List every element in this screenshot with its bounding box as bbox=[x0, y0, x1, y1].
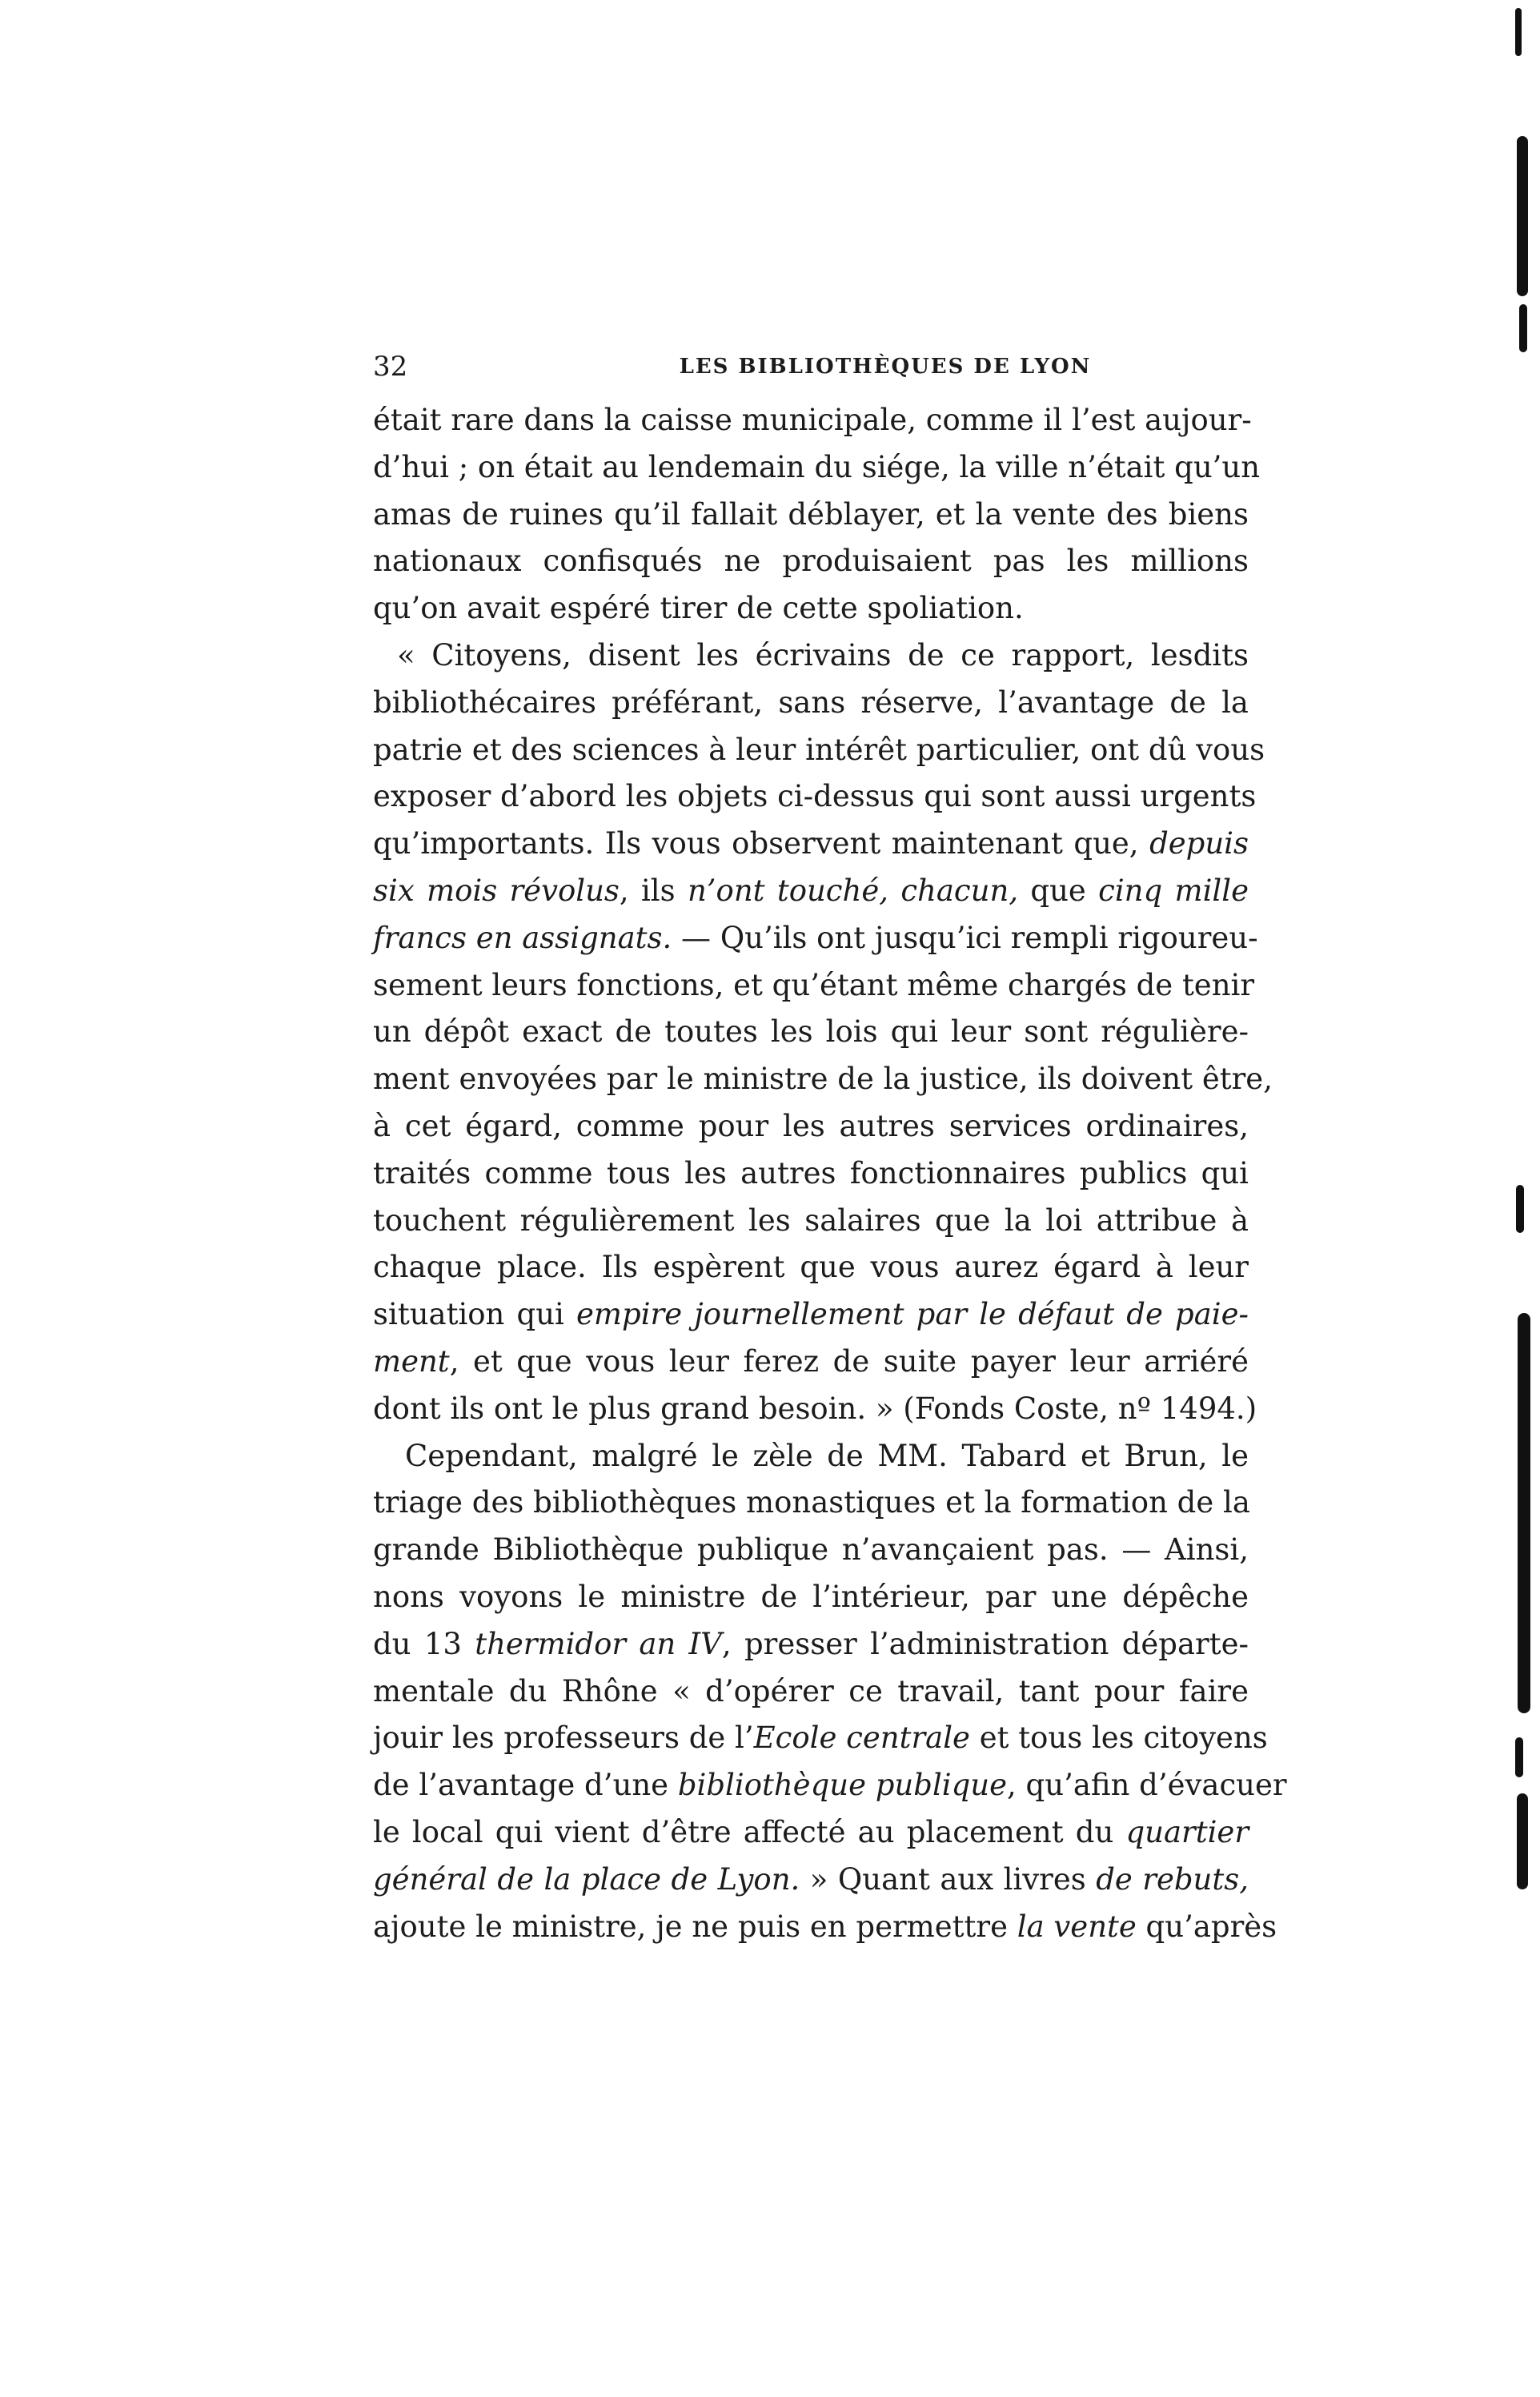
text-line: du 13 thermidor an IV, presser l’administration départe- bbox=[373, 1626, 1249, 1661]
scan-edge-mark bbox=[1518, 1313, 1530, 1713]
text-line: francs en assignats. — Qu’ils ont jusqu’ici rempli rigoureu- bbox=[373, 920, 1258, 955]
text-line: chaque place. Ils espèrent que vous aurez égard à leur bbox=[373, 1250, 1249, 1285]
text-line: qu’importants. Ils vous observent maintenant que, depuis bbox=[373, 826, 1249, 861]
text-line: situation qui empire journellement par le défaut de paie- bbox=[373, 1297, 1249, 1332]
text-line: le local qui vient d’être affecté au placement du quartier bbox=[373, 1814, 1249, 1849]
text-line: six mois révolus, ils n’ont touché, chacun, que cinq mille bbox=[373, 873, 1249, 908]
text-line: patrie et des sciences à leur intérêt particulier, ont dû vous bbox=[373, 732, 1265, 767]
scan-edge-mark bbox=[1517, 1793, 1528, 1889]
text-line: triage des bibliothèques monastiques et la formation de la bbox=[373, 1485, 1250, 1520]
text-line: Cependant, malgré le zèle de MM. Tabard et Brun, le bbox=[405, 1438, 1249, 1473]
text-line: qu’on avait espéré tirer de cette spoliation. bbox=[373, 591, 1024, 626]
text-line: grande Bibliothèque publique n’avançaient pas. — Ainsi, bbox=[373, 1532, 1249, 1568]
text-line: bibliothécaires préférant, sans réserve, l’avantage de la bbox=[373, 685, 1249, 720]
scan-edge-mark bbox=[1515, 1737, 1523, 1777]
scan-edge-mark bbox=[1517, 136, 1528, 296]
text-line: « Citoyens, disent les écrivains de ce rapport, lesdits bbox=[397, 637, 1249, 673]
text-line: ment envoyées par le ministre de la justice, ils doivent être, bbox=[373, 1062, 1273, 1097]
scan-edge-mark bbox=[1519, 304, 1527, 352]
text-line: était rare dans la caisse municipale, comme il l’est aujour- bbox=[373, 403, 1252, 437]
text-line: ment, et que vous leur ferez de suite payer leur arriéré bbox=[373, 1343, 1249, 1379]
scan-edge-mark bbox=[1515, 8, 1522, 56]
text-line: général de la place de Lyon. » Quant aux livres de rebuts, bbox=[373, 1861, 1249, 1897]
text-line: sement leurs fonctions, et qu’étant même chargés de tenir bbox=[373, 967, 1255, 1002]
text-line: touchent régulièrement les salaires que la loi attribue à bbox=[373, 1203, 1249, 1238]
text-line: de l’avantage d’une bibliothèque publique, qu’afin d’évacuer bbox=[373, 1768, 1287, 1803]
body-text bbox=[373, 397, 1287, 1950]
text-line: nationaux confisqués ne produisaient pas les millions bbox=[373, 544, 1249, 579]
text-line: à cet égard, comme pour les autres services ordinaires, bbox=[373, 1108, 1249, 1143]
text-line: nons voyons le ministre de l’intérieur, par une dépêche bbox=[373, 1579, 1249, 1614]
text-line: d’hui ; on était au lendemain du siége, la ville n’était qu’un bbox=[373, 449, 1261, 484]
text-line: exposer d’abord les objets ci-dessus qui sont aussi urgents bbox=[373, 779, 1257, 814]
text-line: un dépôt exact de toutes les lois qui leur sont régulière- bbox=[373, 1014, 1249, 1050]
scan-edge-mark bbox=[1516, 1185, 1524, 1233]
page-number: 32 bbox=[373, 351, 408, 383]
page-header bbox=[373, 349, 1249, 384]
text-line: traités comme tous les autres fonctionnaires publics qui bbox=[373, 1155, 1249, 1190]
text-line: amas de ruines qu’il fallait déblayer, et la vente des biens bbox=[373, 496, 1249, 532]
text-line: ajoute le ministre, je ne puis en permettre la vente qu’après bbox=[373, 1909, 1277, 1944]
text-line: dont ils ont le plus grand besoin. » (Fonds Coste, nº 1494.) bbox=[373, 1391, 1257, 1426]
text-line: jouir les professeurs de l’Ecole centrale et tous les citoyens bbox=[373, 1720, 1268, 1756]
running-title: LES BIBLIOTHÈQUES DE LYON bbox=[679, 355, 1092, 379]
text-line: mentale du Rhône « d’opérer ce travail, tant pour faire bbox=[373, 1673, 1249, 1708]
